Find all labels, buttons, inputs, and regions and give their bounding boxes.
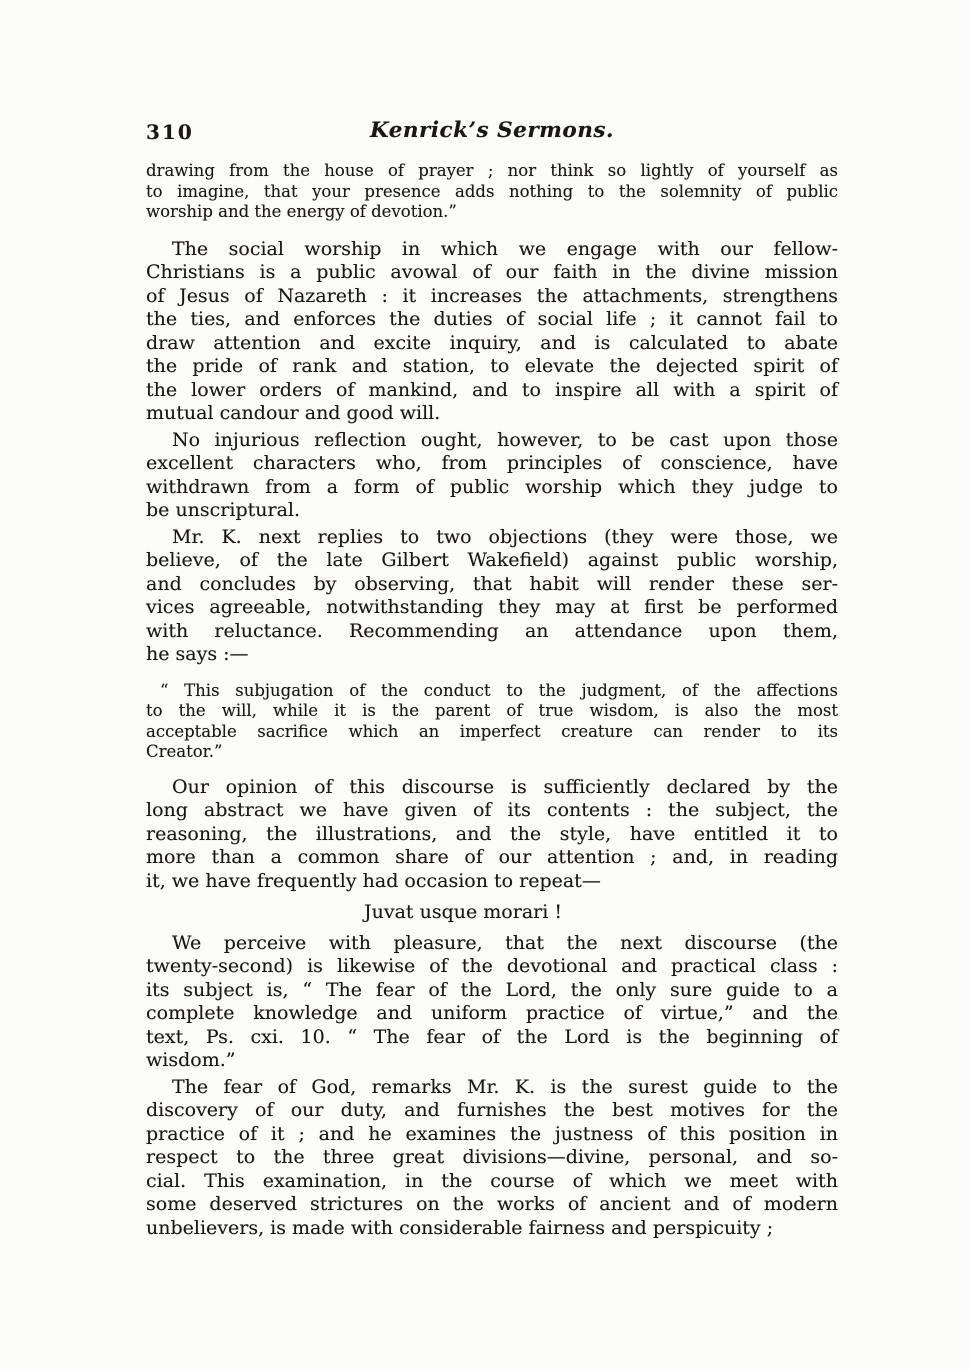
text-line: with reluctance. Recommending an attendance upon them, bbox=[146, 619, 838, 642]
text-line: wisdom.” bbox=[146, 1049, 236, 1071]
body-paragraph bbox=[146, 776, 838, 894]
text-line: he says :— bbox=[146, 643, 249, 665]
text-line: excellent characters who, from principles of conscience, have bbox=[146, 452, 838, 474]
page-number: 310 bbox=[146, 120, 194, 144]
text-line: cial. This examination, in the course of which we meet with bbox=[146, 1169, 838, 1192]
body-paragraph bbox=[146, 932, 838, 1073]
text-line: reasoning, the illustrations, and the style, have entitled it to bbox=[146, 822, 838, 845]
text-line: Mr. K. next replies to two objections (they were those, we bbox=[172, 525, 838, 548]
text-line: complete knowledge and uniform practice of virtue,” and the bbox=[146, 1002, 838, 1024]
body-paragraph bbox=[146, 526, 838, 667]
text-line: to the will, while it is the parent of true wisdom, is also the most bbox=[146, 701, 838, 720]
text-line: vices agreeable, notwithstanding they may at first be performed bbox=[146, 596, 838, 618]
text-line: withdrawn from a form of public worship which they judge to bbox=[146, 475, 838, 498]
text-line: be unscriptural. bbox=[146, 499, 301, 521]
small-print-quote bbox=[146, 161, 838, 223]
text-line: long abstract we have given of its contents : the subject, the bbox=[146, 799, 838, 821]
text-line: twenty-second) is likewise of the devotional and practical class : bbox=[146, 955, 838, 977]
running-head bbox=[146, 118, 838, 148]
text-line: practice of it ; and he examines the justness of this position in bbox=[146, 1122, 838, 1145]
text-line: No injurious reflection ought, however, to be cast upon those bbox=[172, 428, 838, 451]
text-line: the lower orders of mankind, and to inspire all with a spirit of bbox=[146, 378, 838, 401]
text-line: We perceive with pleasure, that the next discourse (the bbox=[172, 931, 838, 954]
small-print-quote bbox=[146, 681, 838, 763]
text-line: discovery of our duty, and furnishes the best motives for the bbox=[146, 1099, 838, 1121]
centered-latin-line bbox=[146, 901, 780, 925]
text-line: respect to the three great divisions—divine, personal, and so- bbox=[146, 1146, 838, 1168]
body-paragraph bbox=[146, 1076, 838, 1241]
text-line: it, we have frequently had occasion to repeat— bbox=[146, 869, 601, 892]
text-line: Creator.” bbox=[146, 742, 223, 761]
text-line: Juvat usque morari ! bbox=[364, 901, 562, 923]
text-line: its subject is, “ The fear of the Lord, the only sure guide to a bbox=[146, 978, 838, 1001]
text-line: drawing from the house of prayer ; nor think so lightly of yourself as bbox=[146, 161, 838, 180]
text-line: draw attention and excite inquiry, and is calculated to abate bbox=[146, 331, 838, 354]
text-line: worship and the energy of devotion.” bbox=[146, 202, 457, 221]
text-line: mutual candour and good will. bbox=[146, 402, 441, 424]
running-title: Kenrick’s Sermons. bbox=[370, 118, 614, 143]
text-line: The fear of God, remarks Mr. K. is the surest guide to the bbox=[172, 1075, 838, 1098]
text-line: some deserved strictures on the works of ancient and of modern bbox=[146, 1193, 838, 1215]
text-line: of Jesus of Nazareth : it increases the attachments, strengthens bbox=[146, 284, 838, 307]
text-line: believe, of the late Gilbert Wakefield) against public worship, bbox=[146, 549, 838, 571]
text-line: more than a common share of our attention ; and, in reading bbox=[146, 846, 838, 868]
page-content bbox=[146, 161, 838, 1240]
text-line: Our opinion of this discourse is sufficiently declared by the bbox=[172, 775, 838, 798]
text-line: “ This subjugation of the conduct to the judgment, of the affections bbox=[160, 680, 838, 700]
text-line: The social worship in which we engage with our fellow- bbox=[172, 237, 838, 260]
body-paragraph bbox=[146, 238, 838, 426]
body-paragraph bbox=[146, 429, 838, 523]
text-line: Christians is a public avowal of our faith in the divine mission bbox=[146, 261, 838, 283]
text-line: unbelievers, is made with considerable fairness and perspicuity ; bbox=[146, 1216, 774, 1239]
text-line: to imagine, that your presence adds nothing to the solemnity of public bbox=[146, 181, 838, 201]
text-line: and concludes by observing, that habit will render these ser- bbox=[146, 572, 838, 595]
text-line: the pride of rank and station, to elevate the dejected spirit of bbox=[146, 355, 838, 377]
text-line: text, Ps. cxi. 10. “ The fear of the Lord is the beginning of bbox=[146, 1025, 838, 1048]
text-line: acceptable sacrifice which an imperfect creature can render to its bbox=[146, 721, 838, 741]
text-line: the ties, and enforces the duties of social life ; it cannot fail to bbox=[146, 308, 838, 330]
